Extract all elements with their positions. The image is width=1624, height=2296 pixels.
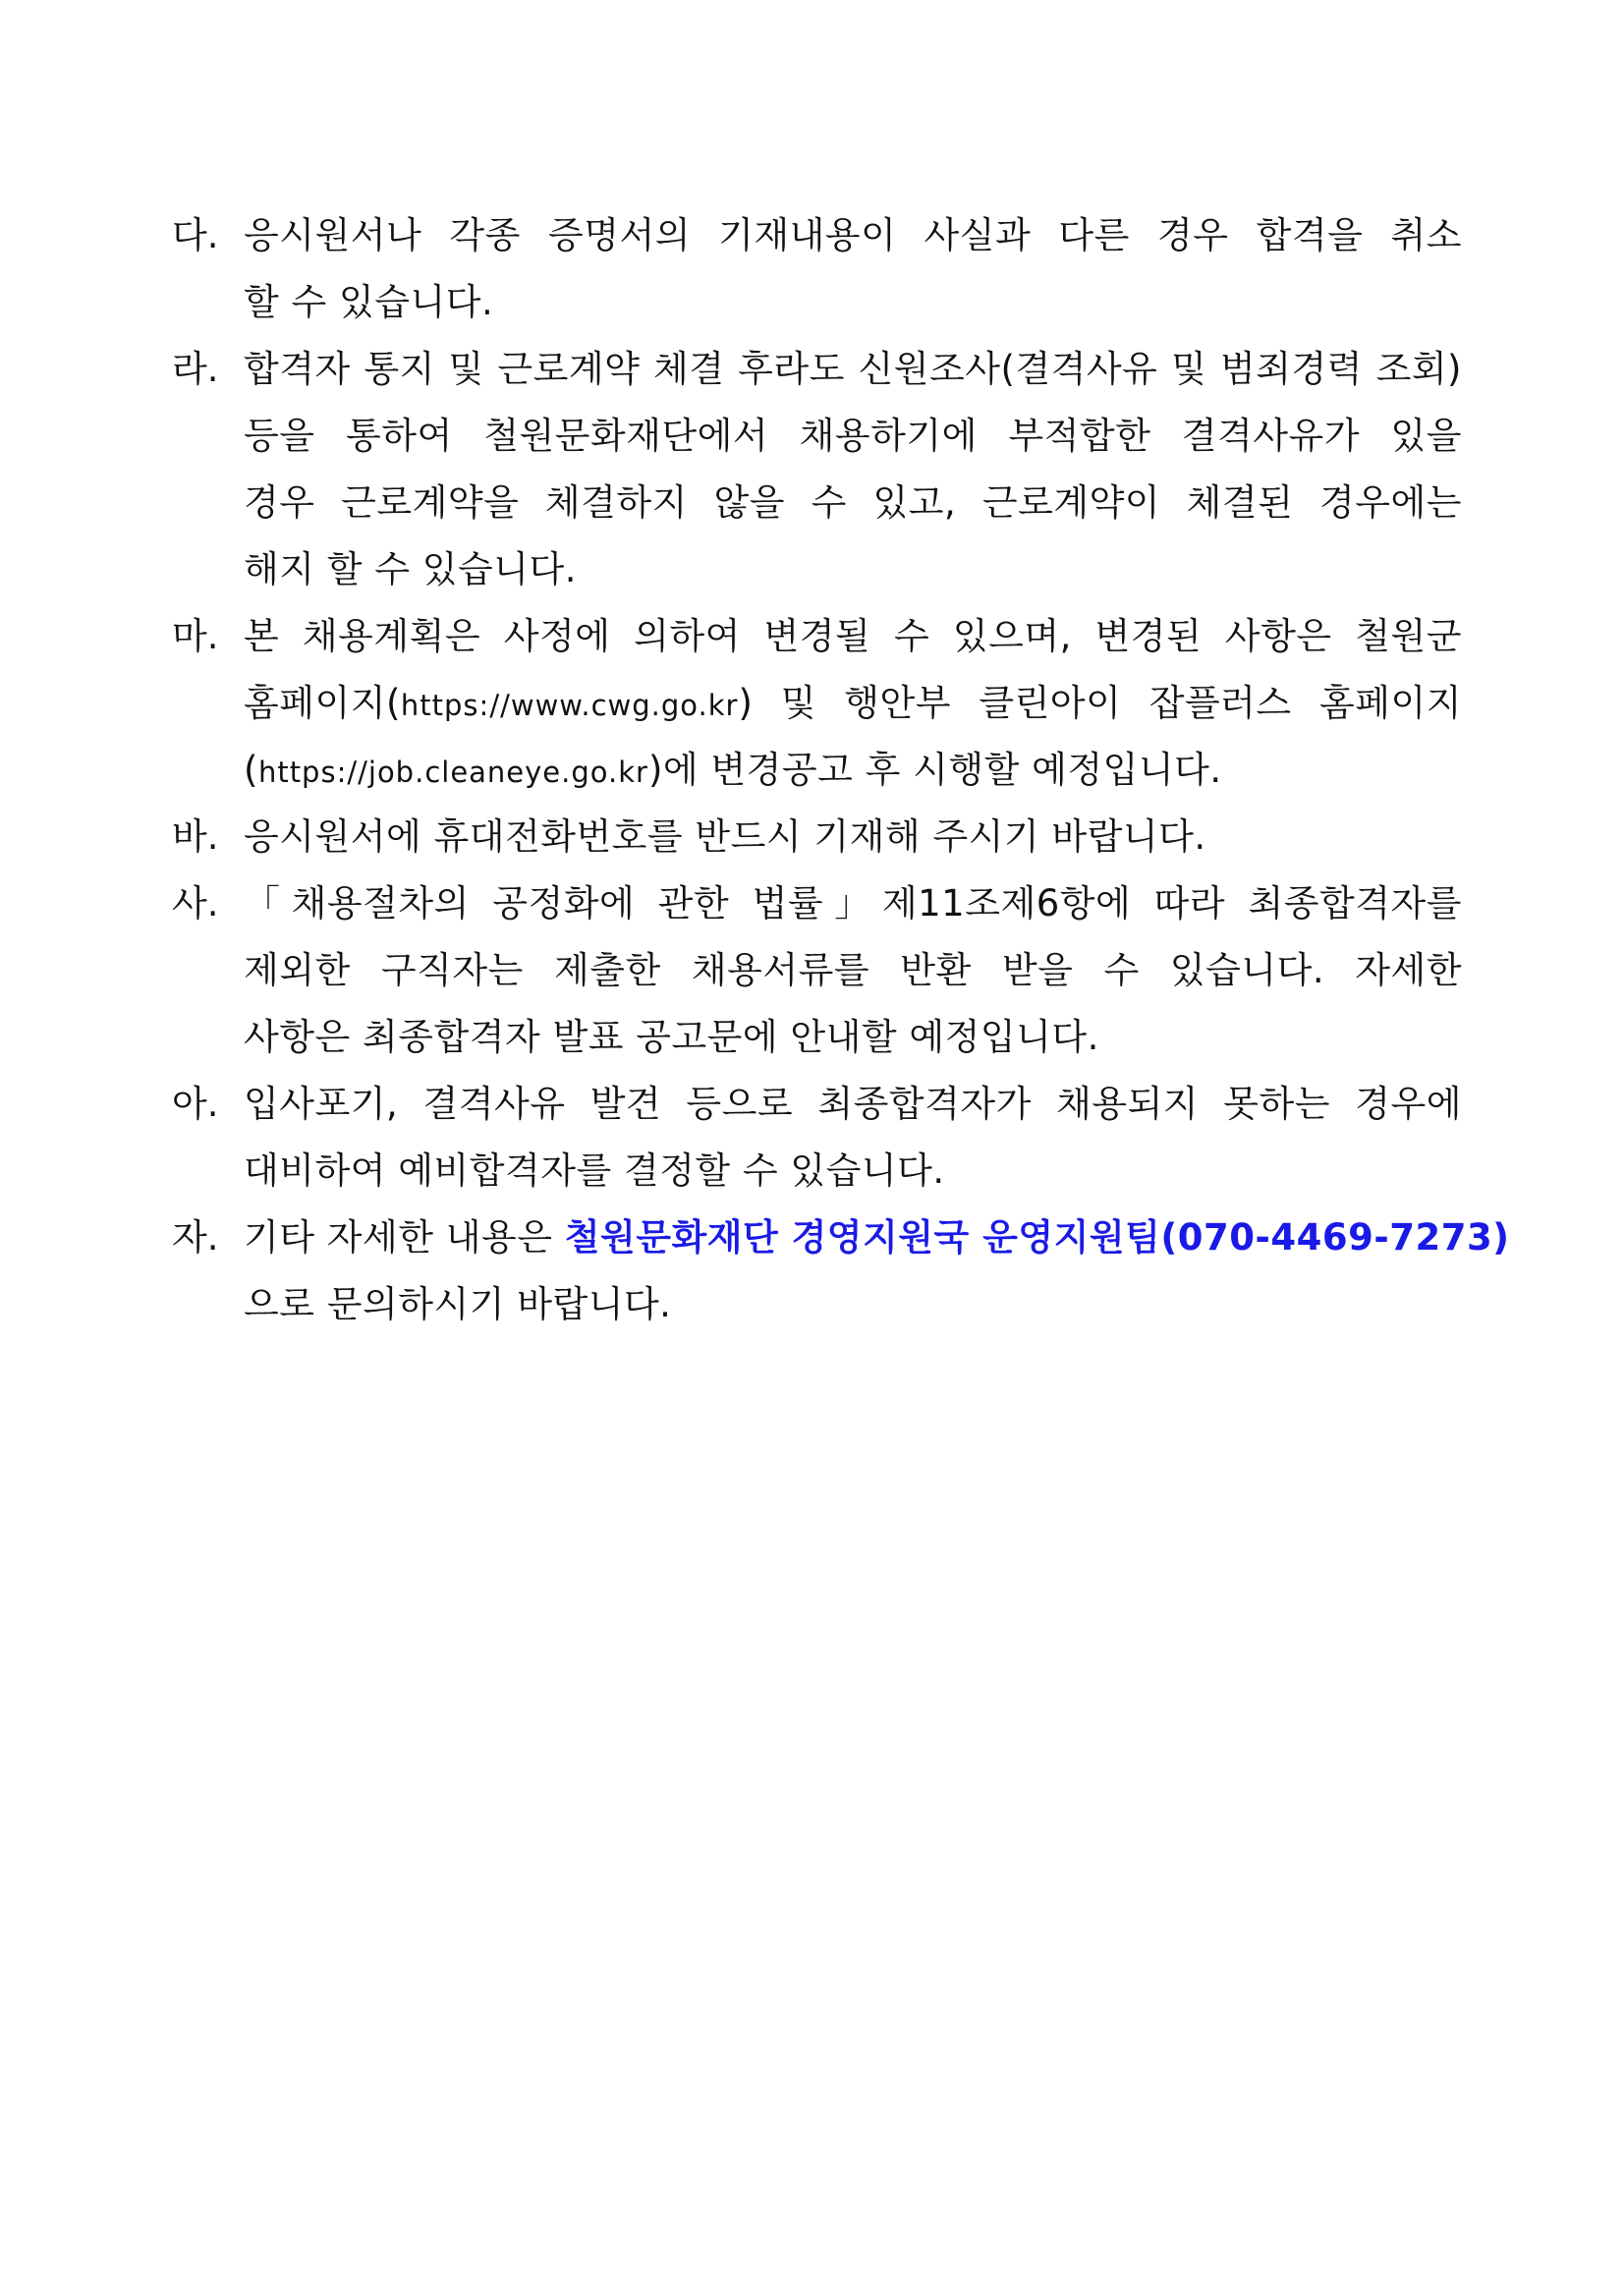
text-segment: 기타 자세한 내용은 [244, 1216, 565, 1259]
item-text-line [244, 603, 1462, 670]
item-text-line [244, 1004, 1099, 1071]
text-segment: 경우 근로계약을 체결하지 않을 수 있고, 근로계약이 체결된 경우에는 [244, 481, 1462, 524]
item-marker: 다. [172, 214, 219, 256]
item-text-line [244, 536, 577, 603]
item-marker: 바. [172, 815, 219, 858]
item-text-line [244, 670, 1462, 739]
item-marker: 자. [172, 1216, 219, 1259]
text-segment: 응시원서에 휴대전화번호를 반드시 기재해 주시기 바랍니다. [244, 815, 1206, 858]
item-marker: 사. [172, 882, 219, 924]
item-text-line [244, 269, 493, 336]
item-text-line [244, 737, 1222, 806]
text-segment: 사항은 최종합격자 발표 공고문에 안내할 예정입니다. [244, 1016, 1099, 1058]
item-marker: 마. [172, 615, 219, 657]
item-marker: 아. [172, 1083, 219, 1125]
item-text-line [244, 804, 1206, 870]
text-segment: ( [244, 749, 258, 791]
item-text-line [244, 336, 1462, 403]
item-text-line [244, 870, 1462, 937]
text-segment: 합격자 통지 및 근로계약 체결 후라도 신원조사(결격사유 및 범죄경력 조회) [244, 348, 1462, 390]
text-segment: ) 및 행안부 클린아이 잡플러스 홈페이지 [738, 682, 1462, 724]
url-link-text: https://www.cwg.go.kr [400, 689, 739, 722]
item-text-line [244, 1071, 1462, 1138]
text-segment: 할 수 있습니다. [244, 281, 494, 323]
item-text-line [244, 1271, 671, 1338]
text-segment: 본 채용계획은 사정에 의하여 변경될 수 있으며, 변경된 사항은 철원군 [244, 615, 1462, 657]
text-segment: 제외한 구직자는 제출한 채용서류를 반환 받을 수 있습니다. 자세한 [244, 949, 1462, 991]
item-text-line [244, 470, 1462, 536]
contact-highlight: 철원문화재단 경영지원국 운영지원팀(070-4469-7273) [564, 1216, 1510, 1259]
text-segment: 해지 할 수 있습니다. [244, 548, 577, 590]
text-segment: 홈페이지( [244, 682, 401, 724]
text-segment: )에 변경공고 후 시행할 예정입니다. [647, 749, 1222, 791]
item-text-line [244, 202, 1462, 269]
text-segment: 대비하여 예비합격자를 결정할 수 있습니다. [244, 1149, 945, 1192]
url-link-text: https://job.cleaneye.go.kr [257, 756, 648, 789]
item-text-line [244, 1204, 1510, 1271]
item-text-line [244, 937, 1462, 1004]
item-marker: 라. [172, 348, 219, 390]
item-text-line [244, 1138, 945, 1204]
text-segment: 등을 통하여 철원문화재단에서 채용하기에 부적합한 결격사유가 있을 [244, 415, 1462, 457]
text-segment: 입사포기, 결격사유 발견 등으로 최종합격자가 채용되지 못하는 경우에 [244, 1083, 1462, 1125]
text-segment: 「채용절차의 공정화에 관한 법률」제11조제6항에 따라 최종합격자를 [244, 882, 1462, 924]
text-segment: 응시원서나 각종 증명서의 기재내용이 사실과 다른 경우 합격을 취소 [244, 214, 1462, 256]
text-segment: 으로 문의하시기 바랍니다. [244, 1283, 672, 1325]
item-text-line [244, 403, 1462, 470]
